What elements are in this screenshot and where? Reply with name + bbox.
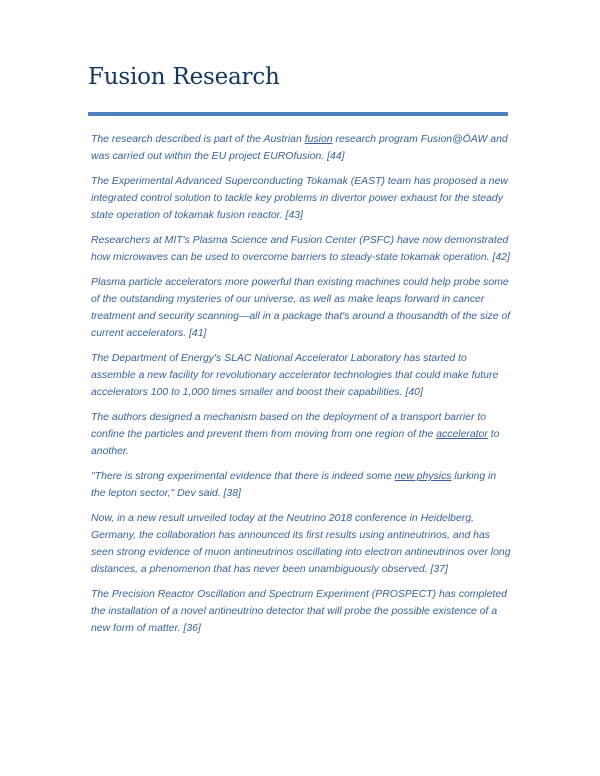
paragraph-41: Plasma particle accelerators more powerful than existing machines could help probe some of the outstanding mysteries of our universe, as well as make leaps forward in cancer treatment and security scanning—all in a package that's around a thousandth of the size of current accelerators. [41] bbox=[91, 277, 511, 339]
article-body bbox=[91, 131, 511, 645]
paragraph-text: research program Fusion@ÖAW and was carried out within the EU project EUROfusion. [44] bbox=[91, 134, 508, 162]
paragraph-transport-barrier bbox=[91, 409, 511, 460]
paragraph-37: Now, in a new result unveiled today at the Neutrino 2018 conference in Heidelberg, Germany, the collaboration has announced its first results using antineutrinos, and has seen strong evidence of muon antineutrinos oscillating into electron antineutrinos over long distances, a phenomenon that has never been unambiguously observed. [37] bbox=[91, 513, 511, 575]
title-underline-rule bbox=[88, 112, 508, 116]
page-title: Fusion Research bbox=[88, 64, 280, 90]
accelerator-link[interactable]: accelerator bbox=[436, 429, 488, 440]
paragraph-38 bbox=[91, 468, 511, 502]
new-physics-link[interactable]: new physics bbox=[394, 471, 452, 482]
paragraph-text: lurking in the lepton sector," Dev said. [38] bbox=[91, 471, 497, 499]
paragraph-40: The Department of Energy's SLAC National Accelerator Laboratory has started to assemble a new facility for revolutionary accelerator technologies that could make future accelerators 100 to 1,000 times smaller and boost their capabilities. [40] bbox=[91, 353, 499, 398]
paragraph-text: The authors designed a mechanism based on the deployment of a transport barrier to confine the particles and prevent them from moving from one region of the bbox=[91, 412, 487, 440]
paragraph-43: The Experimental Advanced Superconducting Tokamak (EAST) team has proposed a new integrated control solution to tackle key problems in divertor power exhaust for the steady state operation of tokamak fusion reactor. [43] bbox=[91, 176, 508, 221]
paragraph-42: Researchers at MIT's Plasma Science and Fusion Center (PSFC) have now demonstrated how microwaves can be used to overcome barriers to steady-state tokamak operation. [42] bbox=[91, 235, 510, 263]
paragraph-36: The Precision Reactor Oscillation and Spectrum Experiment (PROSPECT) has completed the installation of a novel antineutrino detector that will probe the possible existence of a new form of matter. [36] bbox=[91, 589, 507, 634]
paragraph-44 bbox=[91, 131, 511, 165]
paragraph-text: "There is strong experimental evidence that there is indeed some bbox=[91, 471, 395, 482]
paragraph-text: The research described is part of the Austrian bbox=[91, 134, 305, 145]
paragraph-text: to another. bbox=[91, 429, 500, 457]
fusion-link[interactable]: fusion bbox=[304, 134, 333, 145]
